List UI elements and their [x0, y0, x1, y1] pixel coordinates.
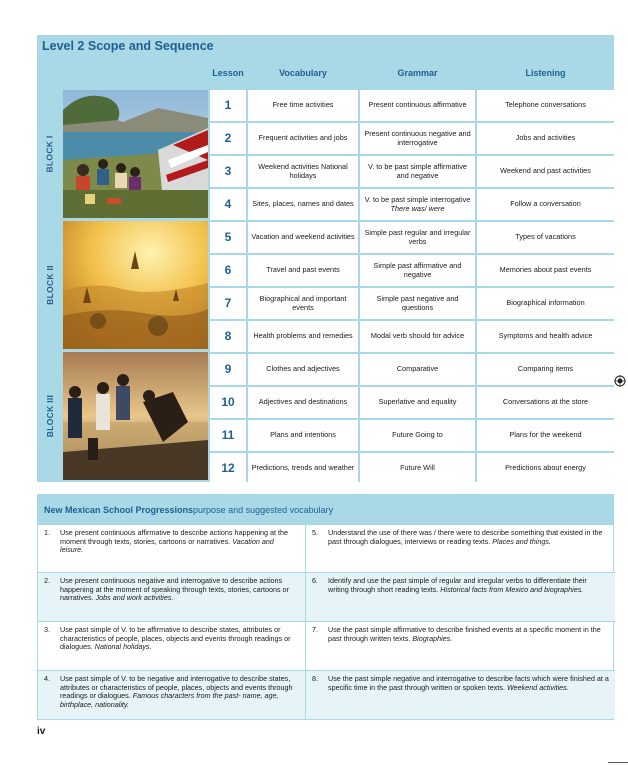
- vocab-cell: Clothes and adjectives: [248, 354, 358, 385]
- progression-item: 8. Use the past simple negative and interrogative to describe facts which were finished at a specific time in the past through written or spoken texts. Weekend activities.: [306, 671, 615, 719]
- lesson-number: 6: [210, 255, 246, 286]
- table-row: [210, 387, 614, 418]
- grammar-cell: Simple past negative and questions: [360, 288, 475, 319]
- photo-misty-temples: [63, 221, 208, 349]
- grammar-cell: Comparative: [360, 354, 475, 385]
- progression-item: 1. Use present continuous affirmative to describe actions happening at the moment through texts, stories, cartoons or narratives. Vacation and leisure.: [38, 525, 306, 573]
- listening-cell: Plans for the weekend: [477, 420, 614, 451]
- vocab-cell: Weekend activities National holidays: [248, 156, 358, 187]
- vocab-cell: Predictions, trends and weather: [248, 453, 358, 484]
- listening-cell: Comparing items: [477, 354, 614, 385]
- table-row: [210, 453, 614, 484]
- vocab-cell: Free time activities: [248, 90, 358, 121]
- vocab-cell: Frequent activities and jobs: [248, 123, 358, 154]
- progression-item: 6. Identify and use the past simple of regular and irregular verbs to differentiate their writing through short reading texts. Historical facts from Mexico and biographies.: [306, 573, 615, 622]
- vocab-cell: Biographical and important events: [248, 288, 358, 319]
- grammar-cell: Future Going to: [360, 420, 475, 451]
- listening-cell: Weekend and past activities: [477, 156, 614, 187]
- listening-cell: Symptoms and health advice: [477, 321, 614, 352]
- table-row: [210, 354, 614, 385]
- lesson-number: 9: [210, 354, 246, 385]
- listening-cell: Memories about past events: [477, 255, 614, 286]
- table-row: [210, 156, 614, 187]
- registration-mark-icon: [614, 375, 626, 387]
- listening-cell: Telephone conversations: [477, 90, 614, 121]
- progression-item: 3. Use past simple of V. to be affirmative to describe states, attributes or characteristics of people, places, objects and events through readings or dialogues. National holidays.: [38, 622, 306, 671]
- table-row: [210, 288, 614, 319]
- grammar-cell: Present continuous affirmative: [360, 90, 475, 121]
- block-label-1: BLOCK I: [45, 135, 56, 173]
- grammar-cell: Modal verb should for advice: [360, 321, 475, 352]
- page-number: iv: [37, 726, 46, 737]
- listening-cell: Jobs and activities: [477, 123, 614, 154]
- progression-item: 2. Use present continuous negative and interrogative to describe actions happening at the moment of speaking through texts, stories, cartoons or narratives. Jobs and work activities.: [38, 573, 306, 622]
- grammar-cell: Future Will: [360, 453, 475, 484]
- progression-item: 7. Use the past simple affirmative to describe finished events at a specific moment in the past through written texts. Biographies.: [306, 622, 615, 671]
- lesson-number: 2: [210, 123, 246, 154]
- progression-item: 4. Use past simple of V. to be negative and interrogative to describe states, attributes or characteristics of people, places, objects and events through readings or dialogues. Famous characters from the past- name, age, birthplace, nationality.: [38, 671, 306, 719]
- vocab-cell: Adjectives and destinations: [248, 387, 358, 418]
- grammar-cell: Simple past regular and irregular verbs: [360, 222, 475, 253]
- lesson-number: 11: [210, 420, 246, 451]
- block-label-3: BLOCK III: [45, 394, 55, 438]
- vocab-cell: Health problems and remedies: [248, 321, 358, 352]
- block-label-2: BLOCK II: [45, 265, 55, 305]
- table-row: [210, 222, 614, 253]
- lesson-number: 10: [210, 387, 246, 418]
- lesson-number: 5: [210, 222, 246, 253]
- grammar-cell: V. to be past simple interrogative There was/ were: [360, 189, 475, 220]
- listening-cell: Predictions about energy: [477, 453, 614, 484]
- photo-friends-dock: [63, 352, 208, 480]
- grammar-cell: Superlative and equality: [360, 387, 475, 418]
- header-grammar: Grammar: [397, 68, 438, 78]
- lesson-number: 12: [210, 453, 246, 484]
- lesson-number: 3: [210, 156, 246, 187]
- table-row: [210, 255, 614, 286]
- lesson-number: 8: [210, 321, 246, 352]
- grammar-cell: Present continuous negative and interrogative: [360, 123, 475, 154]
- listening-cell: Biographical information: [477, 288, 614, 319]
- header-listening: Listening: [525, 68, 566, 78]
- listening-cell: Types of vacations: [477, 222, 614, 253]
- table-row: [210, 420, 614, 451]
- lesson-number: 7: [210, 288, 246, 319]
- lesson-number: 4: [210, 189, 246, 220]
- progressions-title: New Mexican School Progressions purpose and suggested vocabulary: [38, 495, 613, 525]
- listening-cell: Follow a conversation: [477, 189, 614, 220]
- vocab-cell: Sites, places, names and dates: [248, 189, 358, 220]
- vocab-cell: Travel and past events: [248, 255, 358, 286]
- progressions-panel: [37, 494, 614, 720]
- table-row: [210, 123, 614, 154]
- table-row: [210, 90, 614, 121]
- table-row: [210, 189, 614, 220]
- scope-sequence-panel: [37, 35, 614, 482]
- grammar-cell: V. to be past simple affirmative and negative: [360, 156, 475, 187]
- header-vocabulary: Vocabulary: [279, 68, 327, 78]
- grammar-emphasis: There was/ were: [390, 203, 445, 213]
- trim-line: [608, 762, 628, 763]
- scope-title: Level 2 Scope and Sequence: [42, 39, 214, 53]
- listening-cell: Conversations at the store: [477, 387, 614, 418]
- vocab-cell: Vacation and weekend activities: [248, 222, 358, 253]
- header-lesson: Lesson: [212, 68, 244, 78]
- grammar-cell: Simple past affirmative and negative: [360, 255, 475, 286]
- progression-item: 5. Understand the use of there was / there were to describe something that existed in the past through dialogues, interviews or reading texts. Places and things.: [306, 525, 615, 573]
- vocab-cell: Plans and intentions: [248, 420, 358, 451]
- lesson-number: 1: [210, 90, 246, 121]
- table-row: [210, 321, 614, 352]
- photo-camping-lake: [63, 90, 208, 218]
